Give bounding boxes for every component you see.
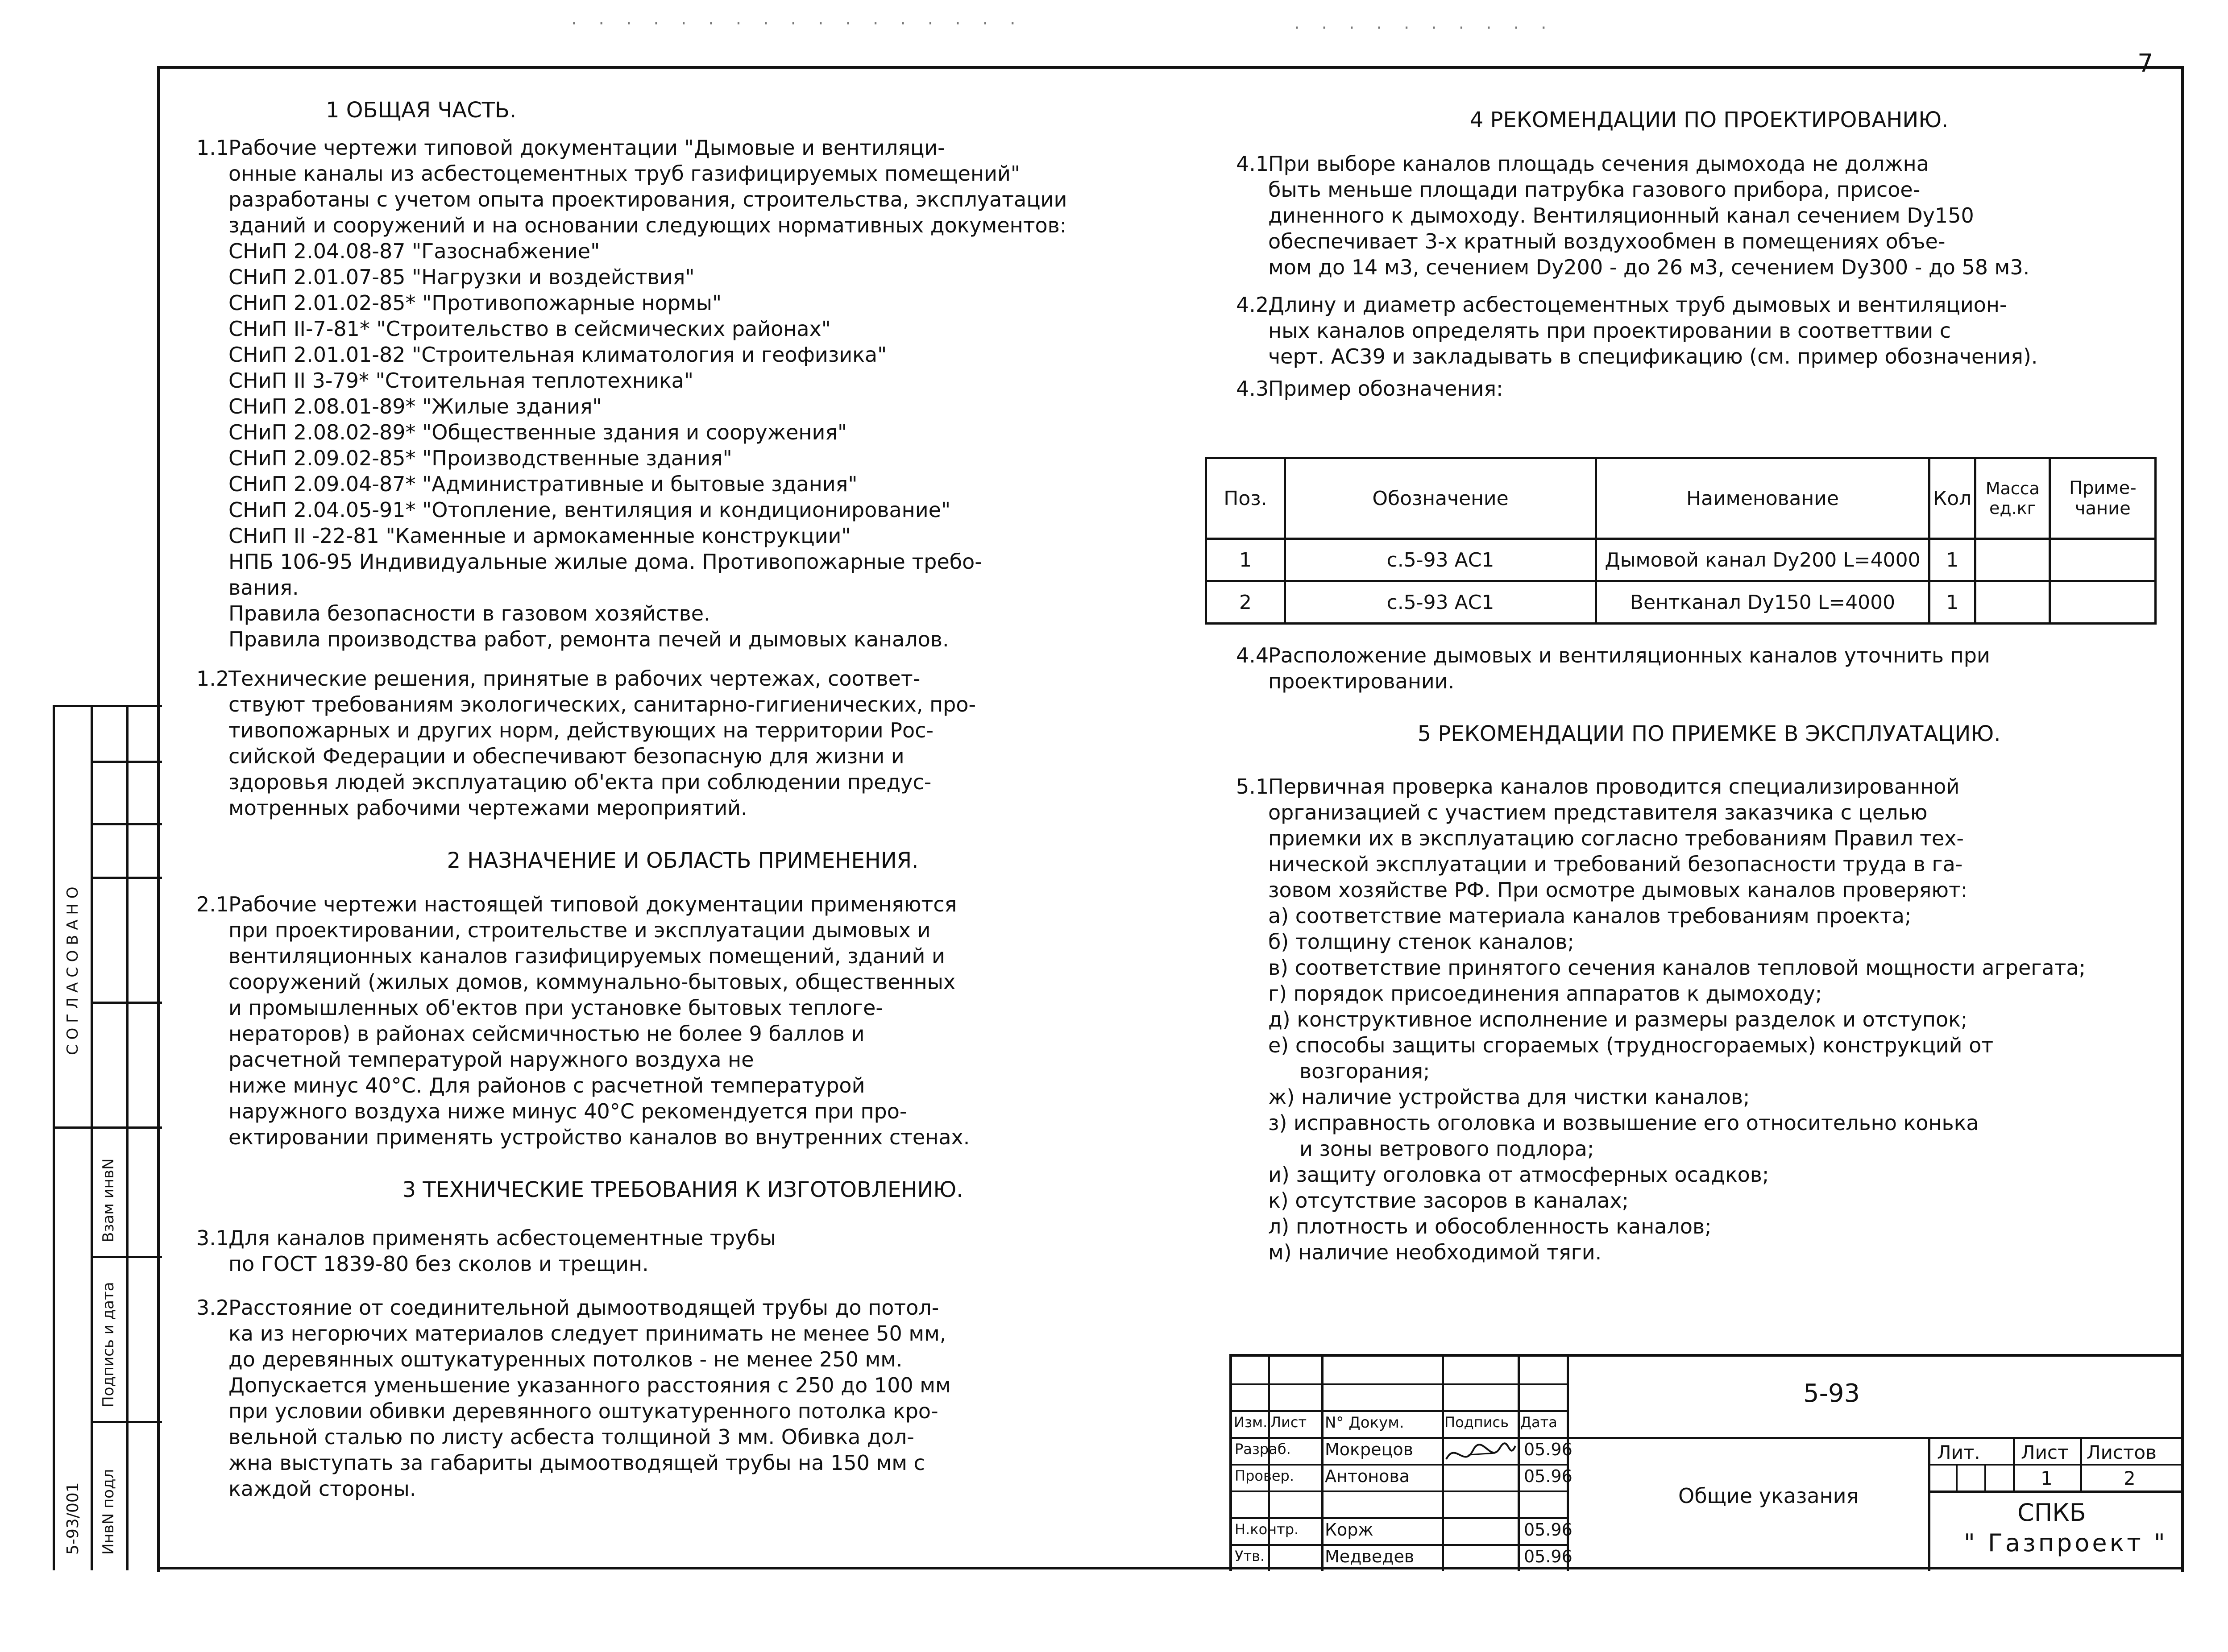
norm-line: СНиП 2.01.02-85* "Противопожарные нормы" [228, 291, 722, 315]
list-item: а) соответствие материала каналов требованиям проекта; [1268, 904, 1912, 928]
section5-title: 5 РЕКОМЕНДАЦИИ ПО ПРИЕМКЕ В ЭКСПЛУАТАЦИЮ. [1417, 721, 2001, 746]
norm-line: СНиП 2.09.02-85* "Производственные здания" [228, 446, 732, 470]
para-line: при проектировании, строительстве и эксплуатации дымовых и [228, 918, 931, 942]
para-line: при условии обивки деревянного оштукатуренного потолка кро- [228, 1399, 938, 1423]
tb-role: Н.контр. [1235, 1521, 1299, 1538]
list-item: возгорания; [1299, 1059, 1430, 1083]
tb-head-cell: N° Докум. [1325, 1414, 1404, 1432]
norm-line: НПБ 106-95 Индивидуальные жилые дома. Противопожарные требо- [228, 550, 982, 574]
spec-table [1205, 457, 2157, 625]
para-line: Рабочие чертежи настоящей типовой документации применяются [228, 892, 957, 916]
tb-line [1232, 1544, 1567, 1546]
left-column [196, 97, 1169, 1502]
norm-line: СНиП 2.01.01-82 "Строительная климатология и геофизика" [228, 343, 887, 367]
table-cell: 1 [1206, 539, 1285, 581]
table-row [1206, 581, 2156, 624]
tb-line [1232, 1517, 1567, 1519]
tb-role: Провер. [1235, 1467, 1294, 1484]
norm-line: СНиП II-7-81* "Строительство в сейсмических районах" [228, 317, 831, 341]
list-item: в) соответствие принятого сечения каналов тепловой мощности агрегата; [1268, 956, 2086, 980]
table-cell: 1 [1929, 539, 1975, 581]
table-cell: Вентканал Dy150 L=4000 [1596, 581, 1929, 624]
para-line: Расстояние от соединительной дымоотводящей трубы до потол- [228, 1296, 939, 1320]
norm-line: СНиП II -22-81 "Каменные и армокаменные конструкции" [228, 524, 851, 548]
para-line: ных каналов определять при проектировании в соответтвии с [1268, 319, 1951, 343]
table-cell: с.5-93 АС1 [1285, 581, 1596, 624]
tb-name: Корж [1325, 1520, 1373, 1540]
para-number: 2.1 [196, 892, 229, 916]
table-cell: с.5-93 АС1 [1285, 539, 1596, 581]
para-line: нической эксплуатации и требований безопасности труда в га- [1268, 852, 1963, 876]
para-line: быть меньше площади патрубка газового прибора, присое- [1268, 178, 1921, 202]
paragraph-5-1 [1236, 774, 2182, 1265]
para-number: 3.2 [196, 1296, 229, 1320]
para-line: и промышленных об'ектов при установке бытовых теплоге- [228, 996, 883, 1020]
list-item: и) защиту оголовка от атмосферных осадков; [1268, 1163, 1769, 1187]
para-line: мотренных рабочими чертежами мероприятий. [228, 796, 747, 820]
norm-line: СНиП 2.04.05-91* "Отопление, вентиляция и кондиционирование" [228, 498, 951, 522]
table-row [1206, 539, 2156, 581]
tb-role: Утв. [1235, 1548, 1265, 1565]
norm-line: СНиП 2.09.04-87* "Административные и бытовые здания" [228, 472, 858, 496]
para-line: до деревянных оштукатуренных потолков - не менее 250 мм. [228, 1347, 903, 1371]
title-block [1229, 1354, 2181, 1571]
paragraph-3-2 [196, 1295, 1169, 1502]
tb-head-cell: Лист [1270, 1414, 1307, 1431]
para-number: 4.3 [1236, 377, 1269, 401]
tb-line [1956, 1464, 1958, 1491]
paragraph-1-1 [196, 135, 1169, 652]
section4-title: 4 РЕКОМЕНДАЦИИ ПО ПРОЕКТИРОВАНИЮ. [1469, 108, 1949, 132]
list-item: з) исправность оголовка и возвышение его относительно конька [1268, 1111, 1979, 1135]
para-line: ка из негорючих материалов следует принимать не менее 50 мм, [228, 1321, 946, 1346]
norm-line: вания. [228, 576, 299, 600]
norm-line: СНиП 2.08.02-89* "Общественные здания и сооружения" [228, 420, 847, 444]
para-line: каждой стороны. [228, 1477, 416, 1501]
list-item: л) плотность и обособленность каналов; [1268, 1214, 1712, 1238]
sheet-label: Лист [2021, 1441, 2069, 1463]
para-line: Пример обозначения: [1268, 377, 1503, 401]
table-cell: 2 [1206, 581, 1285, 624]
tb-date: 05.96 [1524, 1520, 1572, 1540]
para-line: проектировании. [1268, 669, 1455, 693]
para-line: мом до 14 м3, сечением Dy200 - до 26 м3, сечением Dy300 - до 58 м3. [1268, 255, 2030, 279]
drawing-code: 5-93 [1803, 1379, 1860, 1408]
para-line: обеспечивает 3-х кратный воздухообмен в помещениях объе- [1268, 229, 1946, 253]
list-item: м) наличие необходимой тяги. [1268, 1240, 1602, 1264]
sheets-value: 2 [2124, 1467, 2136, 1489]
tb-line [1232, 1410, 1567, 1412]
list-item: б) толщину стенок каналов; [1268, 930, 1574, 954]
para-line: ствуют требованиям экологических, санитарно-гигиенических, про- [228, 692, 976, 716]
right-column [1236, 107, 2182, 402]
paragraph-4-3 [1236, 376, 2182, 402]
para-line: Допускается уменьшение указанного расстояния с 250 до 100 мм [228, 1373, 951, 1397]
strip-line [91, 877, 162, 879]
para-line: При выборе каналов площадь сечения дымохода не должна [1268, 152, 1929, 176]
tb-head-cell: Дата [1520, 1414, 1557, 1431]
tb-name: Антонова [1325, 1466, 1410, 1486]
list-item: е) способы защиты сгораемых (трудносгораемых) конструкций от [1268, 1033, 1994, 1057]
section2-title: 2 НАЗНАЧЕНИЕ И ОБЛАСТЬ ПРИМЕНЕНИЯ. [447, 848, 919, 873]
strip-line [55, 1126, 162, 1129]
paragraph-4-2 [1236, 292, 2182, 369]
norm-line: СНиП 2.04.08-87 "Газоснабжение" [228, 239, 600, 263]
tb-role: Разраб. [1235, 1441, 1291, 1457]
para-line: диненного к дымоходу. Вентиляционный канал сечением Dy150 [1268, 203, 1974, 228]
para-line: Расположение дымовых и вентиляционных каналов уточнить при [1268, 643, 1990, 667]
tb-line [1232, 1437, 2181, 1439]
list-item: д) конструктивное исполнение и размеры разделок и отступок; [1268, 1007, 1968, 1031]
tb-date: 05.96 [1524, 1440, 1572, 1459]
list-item: г) порядок присоединения аппаратов к дымоходу; [1268, 981, 1822, 1006]
tb-line [1928, 1464, 2181, 1466]
para-line: ектировании применять устройство каналов во внутренних стенах. [228, 1125, 970, 1149]
table-cell [2050, 539, 2156, 581]
tb-line [1928, 1491, 2181, 1493]
para-number: 1.2 [196, 667, 229, 691]
sheet-number: 7 [2137, 49, 2153, 78]
para-line: сооружений (жилых домов, коммунально-бытовых, общественных [228, 970, 956, 994]
para-line: Технические решения, принятые в рабочих чертежах, соответ- [228, 667, 921, 691]
scan-noise: · · · · · · · · · · [1294, 18, 1555, 38]
header-cell: Масса ед.кг [1975, 458, 2050, 539]
norm-line: СНиП 2.01.07-85 "Нагрузки и воздействия" [228, 265, 695, 289]
tb-head-cell: Подпись [1444, 1414, 1509, 1431]
table-cell [1975, 539, 2050, 581]
para-line: зданий и сооружений и на основании следующих нормативных документов: [228, 213, 1067, 237]
strip-code: 5-93/001 [64, 1482, 82, 1555]
para-line: разработаны с учетом опыта проектирования, строительства, эксплуатации [228, 187, 1067, 211]
tb-date: 05.96 [1524, 1547, 1572, 1566]
org-name: СПКБ [2017, 1499, 2086, 1527]
tb-line [2013, 1437, 2015, 1491]
org-name-2: " Газпроект " [1964, 1529, 2168, 1557]
table-header-row [1206, 458, 2156, 539]
para-line: сийской Федерации и обеспечивают безопасную для жизни и [228, 744, 904, 768]
paragraph-4-4 [1236, 642, 2182, 694]
inv-podl-label: ИнвN подл [100, 1469, 117, 1555]
section1-title: 1 ОБЩАЯ ЧАСТЬ. [326, 98, 517, 123]
table-cell [2050, 581, 2156, 624]
para-line: вельной сталью по листу асбеста толщиной 3 мм. Обивка дол- [228, 1425, 914, 1449]
tb-line [1984, 1464, 1986, 1491]
para-number: 4.1 [1236, 152, 1269, 176]
para-line: Длину и диаметр асбестоцементных труб дымовых и вентиляцион- [1268, 293, 2007, 317]
strip-line [91, 707, 93, 1570]
header-cell: Поз. [1206, 458, 1285, 539]
strip-line [126, 707, 129, 1570]
para-line: расчетной температурой наружного воздуха не [228, 1048, 754, 1072]
para-line: приемки их в эксплуатацию согласно требованиям Правил тех- [1268, 826, 1964, 850]
list-item: и зоны ветрового подлора; [1299, 1137, 1594, 1161]
strip-line [91, 1421, 162, 1423]
header-cell: Приме-чание [2050, 458, 2156, 539]
paragraph-3-1 [196, 1225, 1169, 1277]
para-number: 4.2 [1236, 293, 1269, 317]
strip-line [91, 1256, 162, 1258]
scan-noise: · · · · · · · · · · · · · · · · · [571, 13, 1024, 34]
norm-line: СНиП II 3-79* "Стоительная теплотехника" [228, 368, 694, 393]
paragraph-1-2 [196, 666, 1169, 821]
para-line: онные каналы из асбестоцементных труб газифицируемых помещений" [228, 161, 1021, 186]
doc-title: Общие указания [1678, 1484, 1859, 1508]
sheet-value: 1 [2041, 1467, 2053, 1489]
tb-line [1928, 1437, 1930, 1571]
tb-line [1232, 1383, 1567, 1385]
signature-icon [1442, 1437, 1518, 1473]
approval-strip [53, 705, 162, 1570]
strip-line [91, 1002, 162, 1004]
table-cell: 1 [1929, 581, 1975, 624]
tb-head-cell: Изм. [1234, 1414, 1268, 1431]
para-line: организацией с участием представителя заказчика с целью [1268, 800, 1928, 824]
para-line: здоровья людей эксплуатацию об'екта при соблюдении предус- [228, 770, 932, 794]
tb-line [1232, 1491, 1567, 1492]
para-line: черт. АС39 и закладывать в спецификацию (см. пример обозначения). [1268, 344, 2038, 368]
vzam-inv-label: Взам инвN [100, 1158, 117, 1242]
norm-line: СНиП 2.08.01-89* "Жилые здания" [228, 394, 602, 418]
para-line: по ГОСТ 1839-80 без сколов и трещин. [228, 1252, 649, 1276]
sheets-label: Листов [2087, 1441, 2157, 1463]
para-line: наружного воздуха ниже минус 40°С рекомендуется при про- [228, 1099, 907, 1123]
para-line: вентиляционных каналов газифицируемых помещений, зданий и [228, 944, 945, 968]
header-cell: Наименование [1596, 458, 1929, 539]
podpis-data-label: Подпись и дата [100, 1282, 117, 1408]
soglasovano-label: С О Г Л А С О В А Н О [64, 886, 82, 1055]
para-line: Рабочие чертежи типовой документации "Дымовые и вентиляци- [228, 136, 945, 160]
table-cell [1975, 581, 2050, 624]
section3-title: 3 ТЕХНИЧЕСКИЕ ТРЕБОВАНИЯ К ИЗГОТОВЛЕНИЮ. [402, 1177, 963, 1202]
para-line: Первичная проверка каналов проводится специализированной [1268, 774, 1960, 799]
header-cell: Обозначение [1285, 458, 1596, 539]
para-line: тивопожарных и других норм, действующих на территории Рос- [228, 718, 934, 742]
para-line: нераторов) в районах сейсмичностью не более 9 баллов и [228, 1022, 865, 1046]
norm-line: Правила безопасности в газовом хозяйстве. [228, 601, 710, 625]
header-cell: Кол [1929, 458, 1975, 539]
para-number: 4.4 [1236, 643, 1269, 667]
para-number: 1.1 [196, 136, 229, 160]
lit-label: Лит. [1937, 1441, 1980, 1463]
tb-name: Мокрецов [1325, 1440, 1413, 1459]
right-column-lower [1236, 642, 2182, 1265]
strip-line [91, 761, 162, 763]
tb-line [2080, 1437, 2082, 1491]
para-number: 3.1 [196, 1226, 229, 1250]
table-cell: Дымовой канал Dy200 L=4000 [1596, 539, 1929, 581]
para-line: зовом хозяйстве РФ. При осмотре дымовых каналов проверяют: [1268, 878, 1968, 902]
tb-name: Медведев [1325, 1547, 1415, 1566]
list-item: ж) наличие устройства для чистки каналов; [1268, 1085, 1750, 1109]
tb-date: 05.96 [1524, 1466, 1572, 1486]
list-item: к) отсутствие засоров в каналах; [1268, 1188, 1629, 1213]
para-line: жна выступать за габариты дымоотводящей трубы на 150 мм с [228, 1451, 925, 1475]
para-line: ниже минус 40°С. Для районов с расчетной температурой [228, 1073, 865, 1097]
strip-line [91, 823, 162, 825]
paragraph-4-1 [1236, 151, 2182, 280]
para-line: Для каналов применять асбестоцементные трубы [228, 1226, 776, 1250]
para-number: 5.1 [1236, 774, 1269, 799]
paragraph-2-1 [196, 891, 1169, 1150]
norm-line: Правила производства работ, ремонта печей и дымовых каналов. [228, 627, 949, 651]
